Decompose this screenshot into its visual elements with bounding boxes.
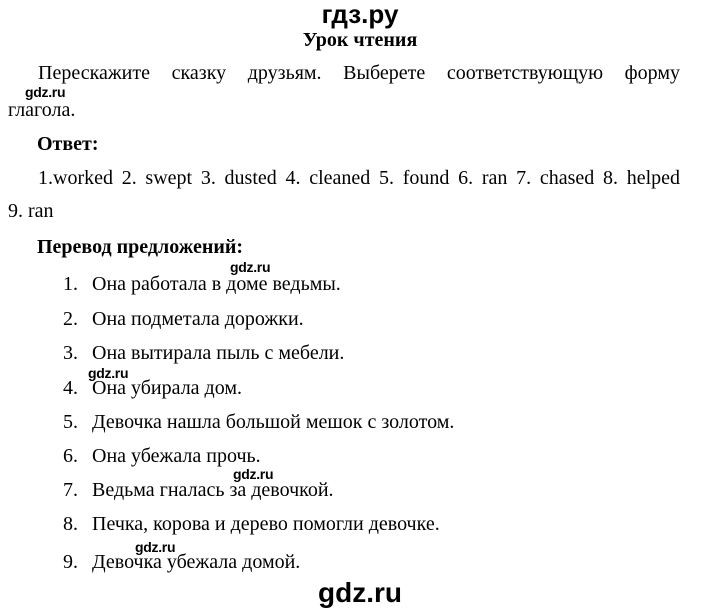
task-text-line-2: глагола. [8, 99, 76, 121]
list-item-number: 2. [63, 308, 78, 330]
list-item-text: Она убежала прочь. [92, 445, 261, 467]
list-item-text: Она подметала дорожки. [92, 308, 304, 330]
list-item-text: Печка, корова и дерево помогли девочке. [92, 513, 440, 535]
translation-section-label: Перевод предложений: [37, 236, 244, 258]
gdz-watermark: gdz.ru [88, 365, 129, 381]
list-item-text: Ведьма гналась за девочкой. [92, 479, 334, 501]
list-item-number: 6. [63, 445, 78, 467]
list-item-text: Девочка убежала домой. [92, 551, 301, 573]
list-item-number: 5. [63, 411, 78, 433]
answer-values-line-2: 9. ran [8, 200, 54, 222]
list-item-text: Она вытирала пыль с мебели. [92, 342, 345, 364]
answer-section-label: Ответ: [37, 133, 99, 155]
list-item-text: Она работала в доме ведьмы. [92, 273, 341, 295]
site-logo-top: гдз.ру [321, 0, 399, 29]
gdz-watermark: gdz.ru [135, 539, 176, 555]
list-item [0, 513, 700, 536]
list-item [0, 445, 700, 468]
list-item [0, 273, 700, 296]
gdz-watermark: gdz.ru [233, 466, 274, 482]
list-item-number: 8. [63, 513, 78, 535]
list-item-number: 4. [63, 377, 78, 399]
list-item [0, 308, 700, 331]
list-item-text: Она убирала дом. [92, 377, 242, 399]
list-item-number: 1. [63, 273, 78, 295]
list-item [0, 342, 700, 365]
list-item-number: 3. [63, 342, 78, 364]
list-item [0, 411, 700, 434]
task-text-line-1: Перескажите сказку друзьям. Выберете соответствующую форму [38, 62, 680, 84]
list-item-text: Девочка нашла большой мешок с золотом. [92, 411, 455, 433]
list-item [0, 551, 700, 574]
list-item-number: 9. [63, 551, 78, 573]
gdz-watermark: gdz.ru [230, 259, 271, 275]
list-item-number: 7. [63, 479, 78, 501]
site-logo-bottom: gdz.ru [318, 577, 402, 608]
gdz-watermark: gdz.ru [25, 84, 66, 100]
page-title: Урок чтения [302, 29, 418, 51]
list-item [0, 479, 700, 502]
answer-values-line-1: 1.worked 2. swept 3. dusted 4. cleaned 5. found 6. ran 7. chased 8. helped [38, 167, 680, 189]
